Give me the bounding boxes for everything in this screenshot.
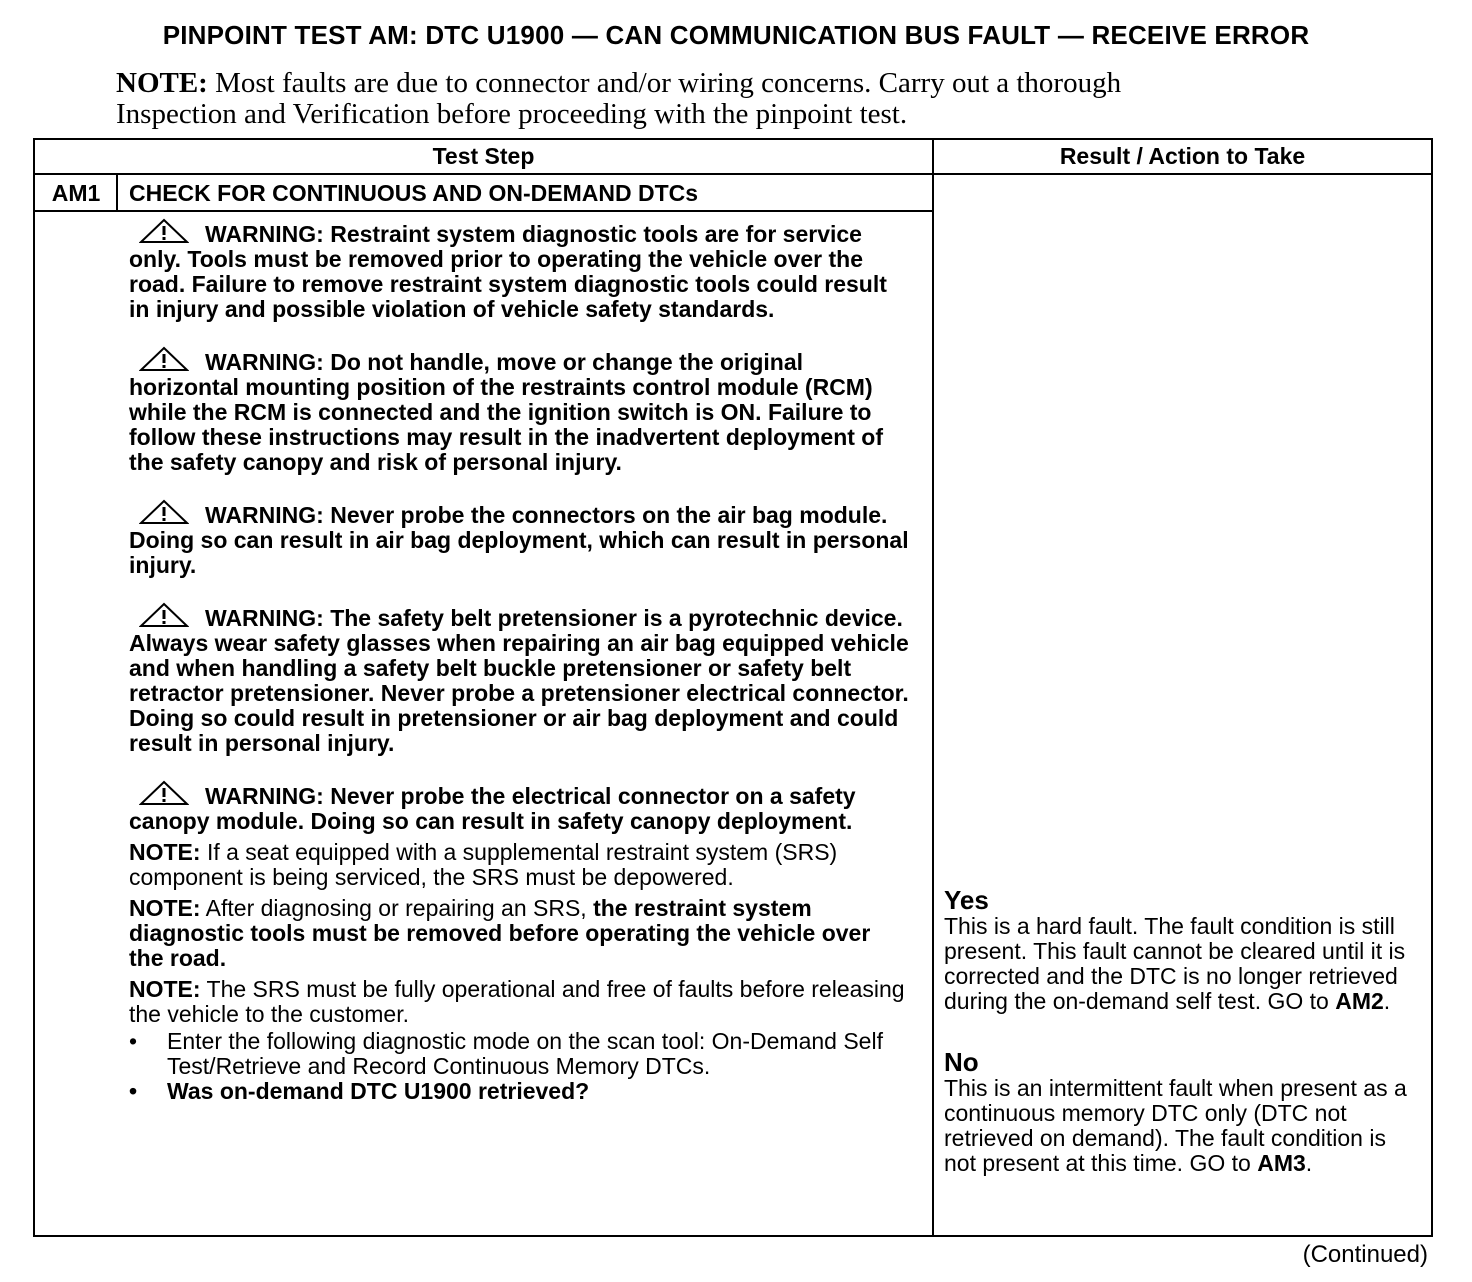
note-2-bold-text: the restraint system diagnostic tools must be removed before operating the vehicle over the road. xyxy=(129,895,871,971)
bullet-dot: • xyxy=(129,1028,138,1054)
note-1-text: If a seat equipped with a supplemental restraint system (SRS) component is being serviced, the SRS must be depowered. xyxy=(129,839,838,890)
step-id: AM1 xyxy=(51,180,101,206)
goto-am3: AM3 xyxy=(1257,1150,1306,1176)
note-3 xyxy=(129,977,909,1027)
warning-1-text: WARNING: Restraint system diagnostic tools are for service only. Tools must be removed prior to operating the vehicle over the road. Failure to remove restraint system diagnostic tools could result in injury and possible violation of vehicle safety standards. xyxy=(129,221,887,322)
note-3-label: NOTE: xyxy=(129,976,201,1002)
continued-label: (Continued) xyxy=(1302,1241,1428,1268)
period: . xyxy=(1383,988,1391,1014)
step-title: CHECK FOR CONTINUOUS AND ON-DEMAND DTCs xyxy=(129,180,699,206)
bullet-2 xyxy=(129,1079,909,1104)
warning-triangle-icon xyxy=(139,499,189,525)
header-test-step: Test Step xyxy=(432,143,535,169)
test-step-body xyxy=(129,218,909,1104)
result-no-text: This is an intermittent fault when present as a continuous memory DTC only (DTC not retrieved on demand). The fault condition is not present at this time. GO to xyxy=(944,1075,1407,1176)
warning-5 xyxy=(129,780,909,834)
bullet-1 xyxy=(129,1029,909,1079)
result-no-label: No xyxy=(944,1047,979,1077)
note-2-label: NOTE: xyxy=(129,895,201,921)
note-3-text: The SRS must be fully operational and free of faults before releasing the vehicle to the customer. xyxy=(129,976,905,1027)
warning-triangle-icon xyxy=(139,346,189,372)
warning-triangle-icon xyxy=(139,602,189,628)
bullet-2-text: Was on-demand DTC U1900 retrieved? xyxy=(167,1078,590,1104)
warning-1 xyxy=(129,218,909,322)
period: . xyxy=(1305,1150,1313,1176)
warning-5-text: WARNING: Never probe the electrical connector on a safety canopy module. Doing so can result in safety canopy deployment. xyxy=(129,783,856,834)
result-yes-text: This is a hard fault. The fault condition is still present. This fault cannot be cleared until it is corrected and the DTC is no longer retrieved during the on-demand self test. GO to xyxy=(944,913,1406,1014)
warning-3 xyxy=(129,499,909,578)
result-yes-label: Yes xyxy=(944,885,989,915)
note-1-label: NOTE: xyxy=(129,839,201,865)
note-1 xyxy=(129,840,909,890)
note-2 xyxy=(129,896,909,971)
pinpoint-table xyxy=(33,138,1433,1237)
note-2-text: After diagnosing or repairing an SRS, xyxy=(200,895,594,921)
warning-triangle-icon xyxy=(139,218,189,244)
warning-triangle-icon xyxy=(139,780,189,806)
result-no xyxy=(944,1076,1424,1176)
warning-3-text: WARNING: Never probe the connectors on the air bag module. Doing so can result in air bag deployment, which can result in personal injury. xyxy=(129,502,909,578)
page-title: PINPOINT TEST AM: DTC U1900 — CAN COMMUNICATION BUS FAULT — RECEIVE ERROR xyxy=(162,20,1310,50)
column-divider xyxy=(932,140,934,1235)
step-title-divider xyxy=(35,210,932,212)
bullet-dot: • xyxy=(129,1078,138,1104)
intro-note xyxy=(116,68,1316,130)
intro-note-line1: Most faults are due to connector and/or wiring concerns. Carry out a thorough xyxy=(207,67,1122,99)
warning-4-text: WARNING: The safety belt pretensioner is a pyrotechnic device. Always wear safety glasses when repairing an air bag equipped vehicle and when handling a safety belt buckle pretensioner or safety belt retractor pretensioner. Never probe a pretensioner electrical connector. Doing so could result in pretensioner or air bag deployment and could result in personal injury. xyxy=(129,605,909,756)
bullet-1-text: Enter the following diagnostic mode on the scan tool: On-Demand Self Test/Retrieve and Record Continuous Memory DTCs. xyxy=(167,1028,883,1079)
warning-2-text: WARNING: Do not handle, move or change the original horizontal mounting position of the restraints control module (RCM) while the RCM is connected and the ignition switch is ON. Failure to follow these instructions may result in the inadvertent deployment of the safety canopy and risk of personal injury. xyxy=(129,349,884,475)
goto-am2: AM2 xyxy=(1335,988,1384,1014)
header-result-action: Result / Action to Take xyxy=(1059,143,1306,169)
intro-note-line2: Inspection and Verification before proceeding with the pinpoint test. xyxy=(116,98,908,130)
warning-4 xyxy=(129,602,909,756)
warning-2 xyxy=(129,346,909,475)
result-body xyxy=(944,886,1424,1176)
result-yes xyxy=(944,914,1424,1014)
intro-note-label: NOTE: xyxy=(116,67,208,99)
